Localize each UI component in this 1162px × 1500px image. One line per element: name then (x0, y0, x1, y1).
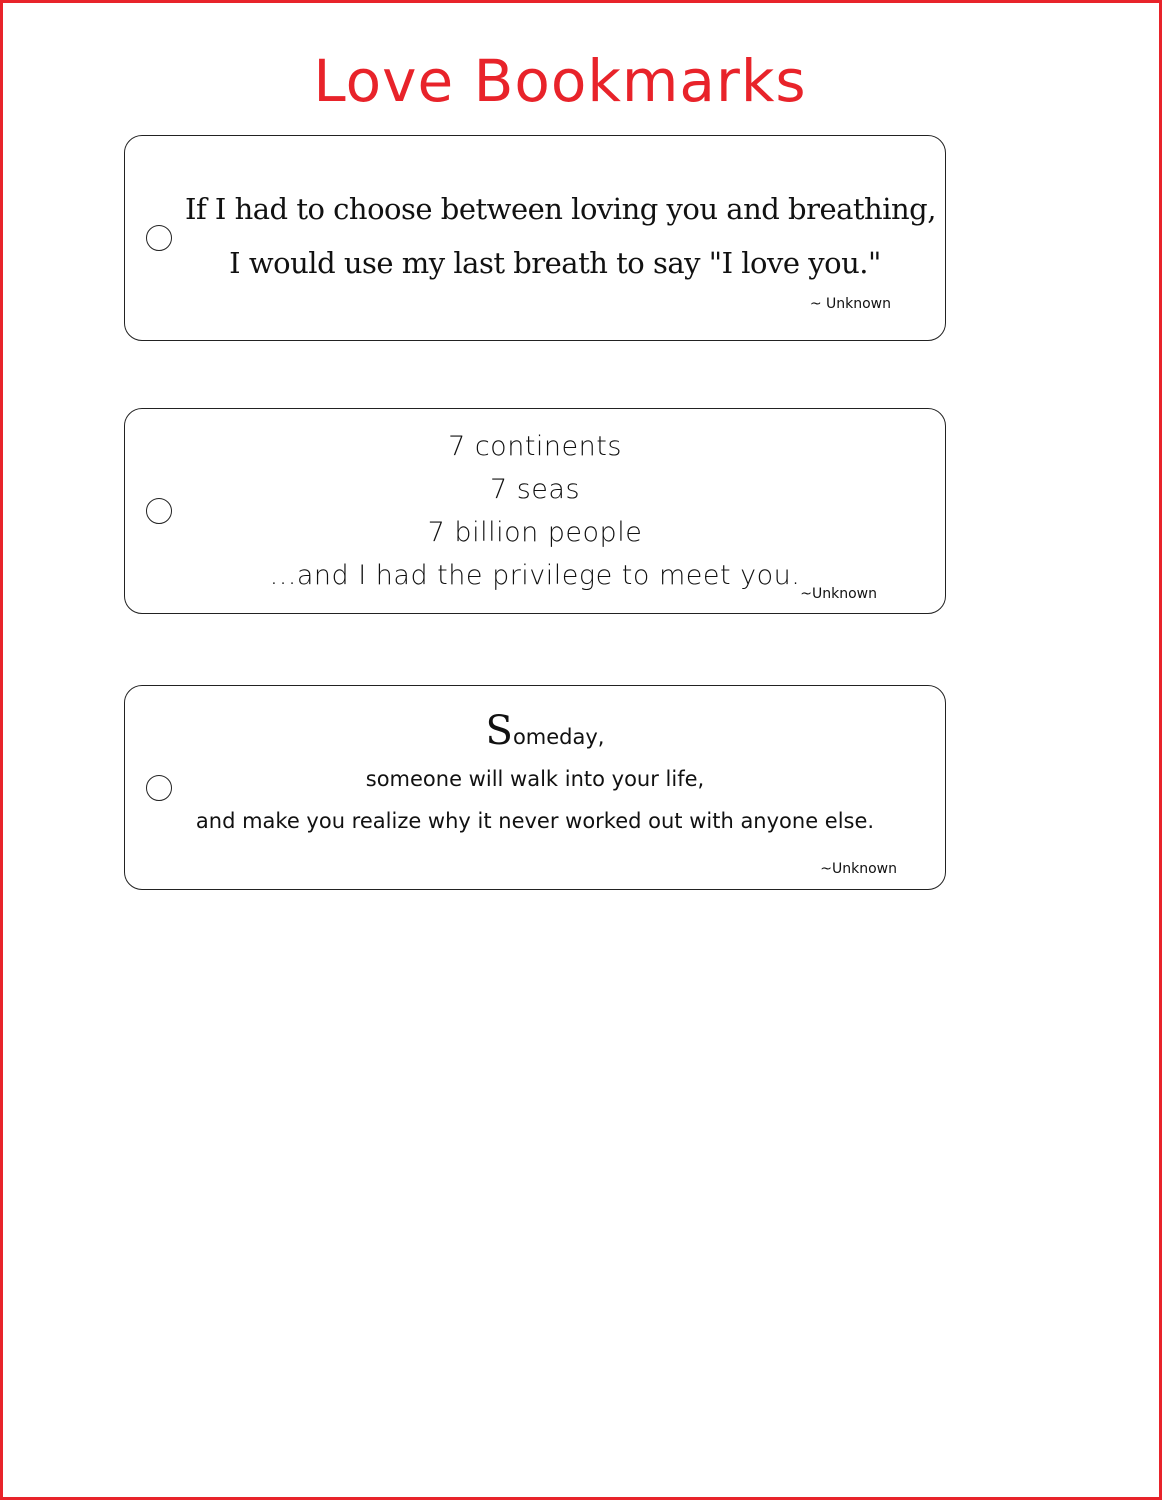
quote-line: ...and I had the privilege to meet you. (269, 560, 801, 591)
quote-line: 7 continents (448, 431, 622, 462)
bookmark-card (124, 135, 946, 341)
quote-line: someone will walk into your life, (365, 767, 705, 791)
quote-line: I would use my last breath to say "I love you." (229, 246, 881, 280)
quote-attribution: ~Unknown (820, 861, 897, 877)
quote-line: If I had to choose between loving you and breathing, (185, 192, 936, 226)
bookmark-quote (145, 425, 925, 597)
quote-line: 7 seas (489, 474, 581, 505)
quote-first-word-rest: omeday, (512, 725, 605, 749)
quote-attribution: ~Unknown (800, 586, 877, 602)
bookmark-quote (185, 182, 936, 290)
decorative-initial: S (485, 708, 513, 754)
quote-attribution: ~ Unknown (809, 296, 891, 312)
page-title: Love Bookmarks (313, 47, 807, 115)
quote-line: 7 billion people (427, 517, 643, 548)
bookmark-card (124, 408, 946, 614)
bookmark-card (124, 685, 946, 890)
punch-hole-circle-icon (146, 225, 172, 251)
bookmark-quote (145, 710, 925, 842)
quote-line (145, 710, 925, 758)
quote-line: and make you realize why it never worked out with anyone else. (195, 809, 875, 833)
